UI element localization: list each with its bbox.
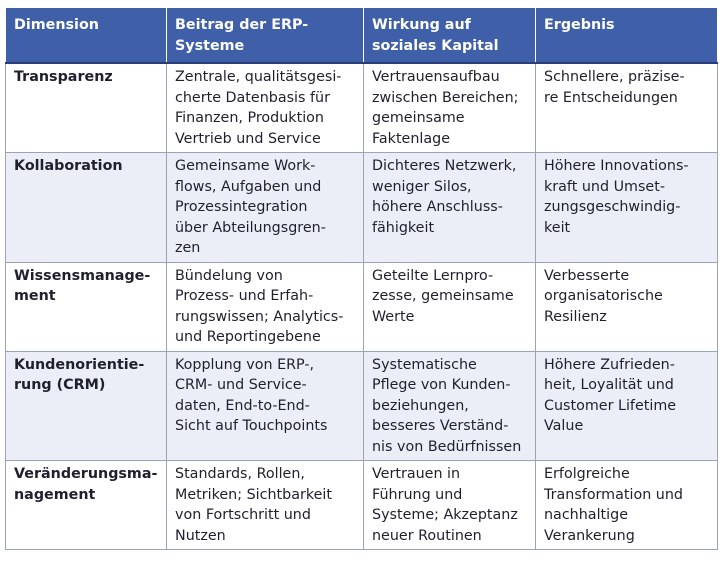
cell-ergebnis: Höhere Innovations- kraft und Umset- zungsgeschwindig- keit (536, 153, 718, 263)
cell-beitrag: Zentrale, qualitätsgesi- cherte Datenbasis für Finanzen, Produktion Vertrieb und Service (167, 63, 364, 153)
cell-beitrag: Kopplung von ERP-, CRM- und Service- daten, End-to-End- Sicht auf Touchpoints (167, 351, 364, 461)
table-header-row (6, 8, 718, 64)
erp-social-capital-table (5, 7, 718, 550)
cell-wirkung: Systematische Pflege von Kunden- beziehungen, besseres Verständ- nis von Bedürfnissen (364, 351, 536, 461)
cell-ergebnis: Höhere Zufrieden- heit, Loyalität und Customer Lifetime Value (536, 351, 718, 461)
cell-wirkung: Geteilte Lernpro- zesse, gemeinsame Werte (364, 262, 536, 351)
cell-wirkung: Vertrauen in Führung und Systeme; Akzeptanz neuer Routinen (364, 461, 536, 550)
comparison-table-container (5, 7, 717, 550)
cell-beitrag: Standards, Rollen, Metriken; Sichtbarkeit von Fortschritt und Nutzen (167, 461, 364, 550)
cell-dimension: Veränderungsma- nagement (6, 461, 167, 550)
cell-dimension: Transparenz (6, 63, 167, 153)
cell-dimension: Wissensmanage- ment (6, 262, 167, 351)
table-row (6, 351, 718, 461)
header-wirkung: Wirkung auf soziales Kapital (364, 8, 536, 64)
table-row (6, 461, 718, 550)
cell-ergebnis: Verbesserte organisatorische Resilienz (536, 262, 718, 351)
header-dimension: Dimension (6, 8, 167, 64)
cell-dimension: Kundenorientie- rung (CRM) (6, 351, 167, 461)
cell-beitrag: Gemeinsame Work- flows, Aufgaben und Prozessintegration über Abteilungsgren- zen (167, 153, 364, 263)
table-row (6, 153, 718, 263)
table-row (6, 63, 718, 153)
header-beitrag: Beitrag der ERP- Systeme (167, 8, 364, 64)
cell-wirkung: Dichteres Netzwerk, weniger Silos, höhere Anschluss- fähigkeit (364, 153, 536, 263)
table-row (6, 262, 718, 351)
cell-beitrag: Bündelung von Prozess- und Erfah- rungswissen; Analytics- und Reportingebene (167, 262, 364, 351)
cell-ergebnis: Schnellere, präzise- re Entscheidungen (536, 63, 718, 153)
header-ergebnis: Ergebnis (536, 8, 718, 64)
cell-dimension: Kollaboration (6, 153, 167, 263)
cell-ergebnis: Erfolgreiche Transformation und nachhaltige Verankerung (536, 461, 718, 550)
cell-wirkung: Vertrauensaufbau zwischen Bereichen; gemeinsame Faktenlage (364, 63, 536, 153)
